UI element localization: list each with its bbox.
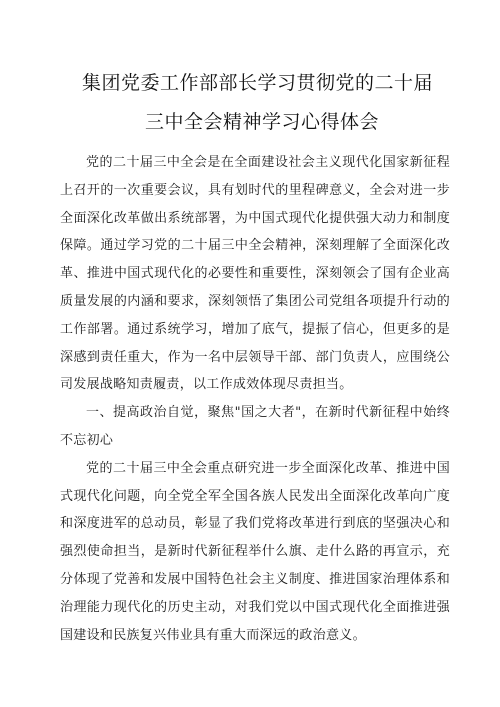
paragraph-intro: 党的二十届三中全会是在全面建设社会主义现代化国家新征程上召开的一次重要会议，具有划时代的里程碑意义，全会对进一步全面深化改革做出系统部署，为中国式现代化提供强大动力和制度保障。通过学习党的二十届三中全会精神，深刻理解了全面深化改革、推进中国式现代化的必要性和重要性，深刻领会了国有企业高质量发展的内涵和要求，深刻领悟了集团公司党组各项提升行动的工作部署。通过系统学习，增加了底气，提振了信心，但更多的是深感到责任重大，作为一名中层领导干部、部门负责人，应围绕公司发展战略知责履责，以工作成效体现尽责担当。 <box>60 155 450 393</box>
paragraph-section-1: 党的二十届三中全会重点研究进一步全面深化改革、推进中国式现代化问题，向全党全军全国各族人民发出全面深化改革向广度和深度进军的总动员，彰显了我们党将改革进行到底的坚强决心和强烈使命担当，是新时代新征程举什么旗、走什么路的再宣示，充分体现了党善和发展中国特色社会主义制度、推进国家治理体系和治理能力现代化的历史主动，对我们党以中国式现代化全面推进强国建设和民族复兴伟业具有重大而深远的政治意义。 <box>60 460 450 643</box>
document-body <box>60 149 450 649</box>
section-heading-1: 一、提高政治自觉，聚焦"国之大者"，在新时代新征程中始终不忘初心 <box>60 405 450 448</box>
document-title-line-2: 三中全会精神学习心得体会 <box>145 111 380 133</box>
document-title-line-1: 集团党委工作部部长学习贯彻党的二十届 <box>82 72 434 94</box>
